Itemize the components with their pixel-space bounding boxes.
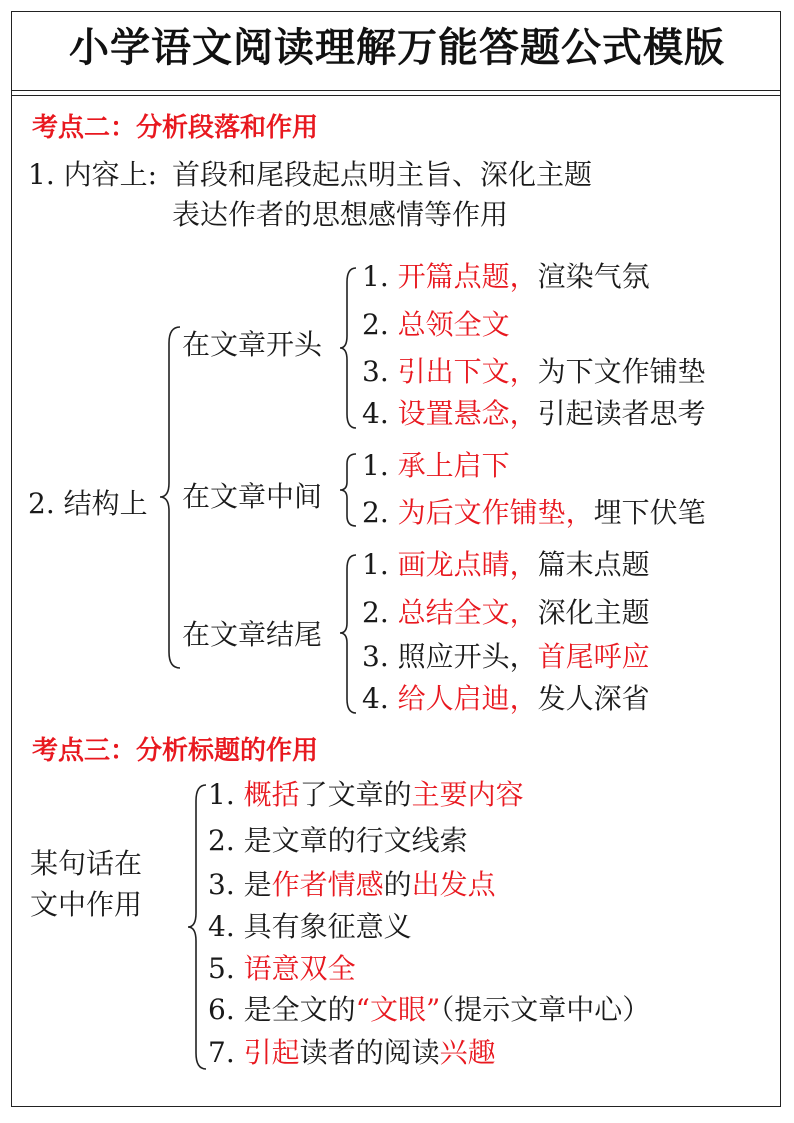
ending-item-3: 3. 照应开头，首尾呼应 (362, 640, 650, 673)
usage-item-1 (208, 778, 524, 812)
section2-heading: 考点二：分析段落和作用 (32, 113, 319, 143)
usage-item-1-part: 主要内容 (411, 778, 524, 811)
usage-item-6-part: （提示文章中心） (440, 993, 651, 1026)
ending-item-1: 1. 画龙点睛，篇末点题 (362, 548, 650, 581)
usage-item-7-part: 引起 (243, 1036, 300, 1069)
usage-item-3-part: 作者情感 (271, 868, 384, 901)
ending-item-4: 4. 给人启迪，发人深省 (362, 682, 650, 715)
section3-heading: 考点三：分析标题的作用 (32, 736, 319, 766)
usage-item-6 (208, 993, 650, 1027)
opening-item-1: 1. 开篇点题，渲染气氛 (362, 260, 650, 293)
content-line1: 首段和尾段起点明主旨、深化主题 (172, 158, 593, 191)
opening-item-4: 4. 设置悬念，引起读者思考 (362, 397, 706, 430)
usage-item-2-part: 2. 是文章的行文线索 (208, 824, 468, 857)
usage-item-5-part: 5. (208, 952, 244, 985)
middle-item-2: 2. 为后文作铺垫，埋下伏笔 (362, 496, 706, 529)
usage-item-3-part: 出发点 (411, 868, 496, 901)
page-title: 小学语文阅读理解万能答题公式模版 (69, 25, 725, 71)
usage-item-1-part: 了文章的 (299, 778, 412, 811)
ending-brace (338, 553, 358, 715)
usage-item-7-part: 读者的阅读 (299, 1036, 440, 1069)
ending-item-2: 2. 总结全文，深化主题 (362, 596, 650, 629)
usage-brace (186, 783, 208, 1071)
opening-item-3: 3. 引出下文，为下文作铺垫 (362, 355, 706, 388)
title-rule (11, 95, 781, 96)
usage-item-5-part: 语意双全 (243, 952, 356, 985)
middle-item-1: 1. 承上启下 (362, 449, 510, 482)
usage-item-4-part: 4. 具有象征意义 (208, 910, 412, 943)
usage-item-7 (208, 1036, 496, 1070)
usage-item-6-part: 6. 是全文的 (208, 993, 356, 1026)
content-line2: 表达作者的思想感情等作用 (172, 198, 509, 231)
usage-item-2 (208, 824, 468, 858)
opening-item-2: 2. 总领全文 (362, 308, 510, 341)
usage-item-7-part: 7. (208, 1036, 244, 1069)
usage-label-line2: 文中作用 (30, 888, 143, 921)
usage-item-4 (208, 910, 412, 944)
group-label-middle: 在文章中间 (182, 480, 323, 513)
opening-brace (338, 266, 358, 430)
usage-item-3 (208, 868, 496, 902)
usage-item-5 (208, 952, 356, 986)
middle-brace (338, 452, 358, 528)
usage-label-line1: 某句话在 (30, 847, 143, 880)
content-label: 1. 内容上: (28, 158, 158, 191)
usage-item-1-part: 1. (208, 778, 244, 811)
usage-item-1-part: 概括 (243, 778, 300, 811)
usage-item-3-part: 3. 是 (208, 868, 272, 901)
group-label-opening: 在文章开头 (182, 328, 323, 361)
structure-brace (158, 325, 182, 670)
structure-label: 2. 结构上 (28, 487, 148, 520)
usage-item-3-part: 的 (383, 868, 412, 901)
usage-item-7-part: 兴趣 (439, 1036, 496, 1069)
group-label-ending: 在文章结尾 (182, 618, 323, 651)
usage-item-6-part: “文眼” (355, 993, 441, 1026)
